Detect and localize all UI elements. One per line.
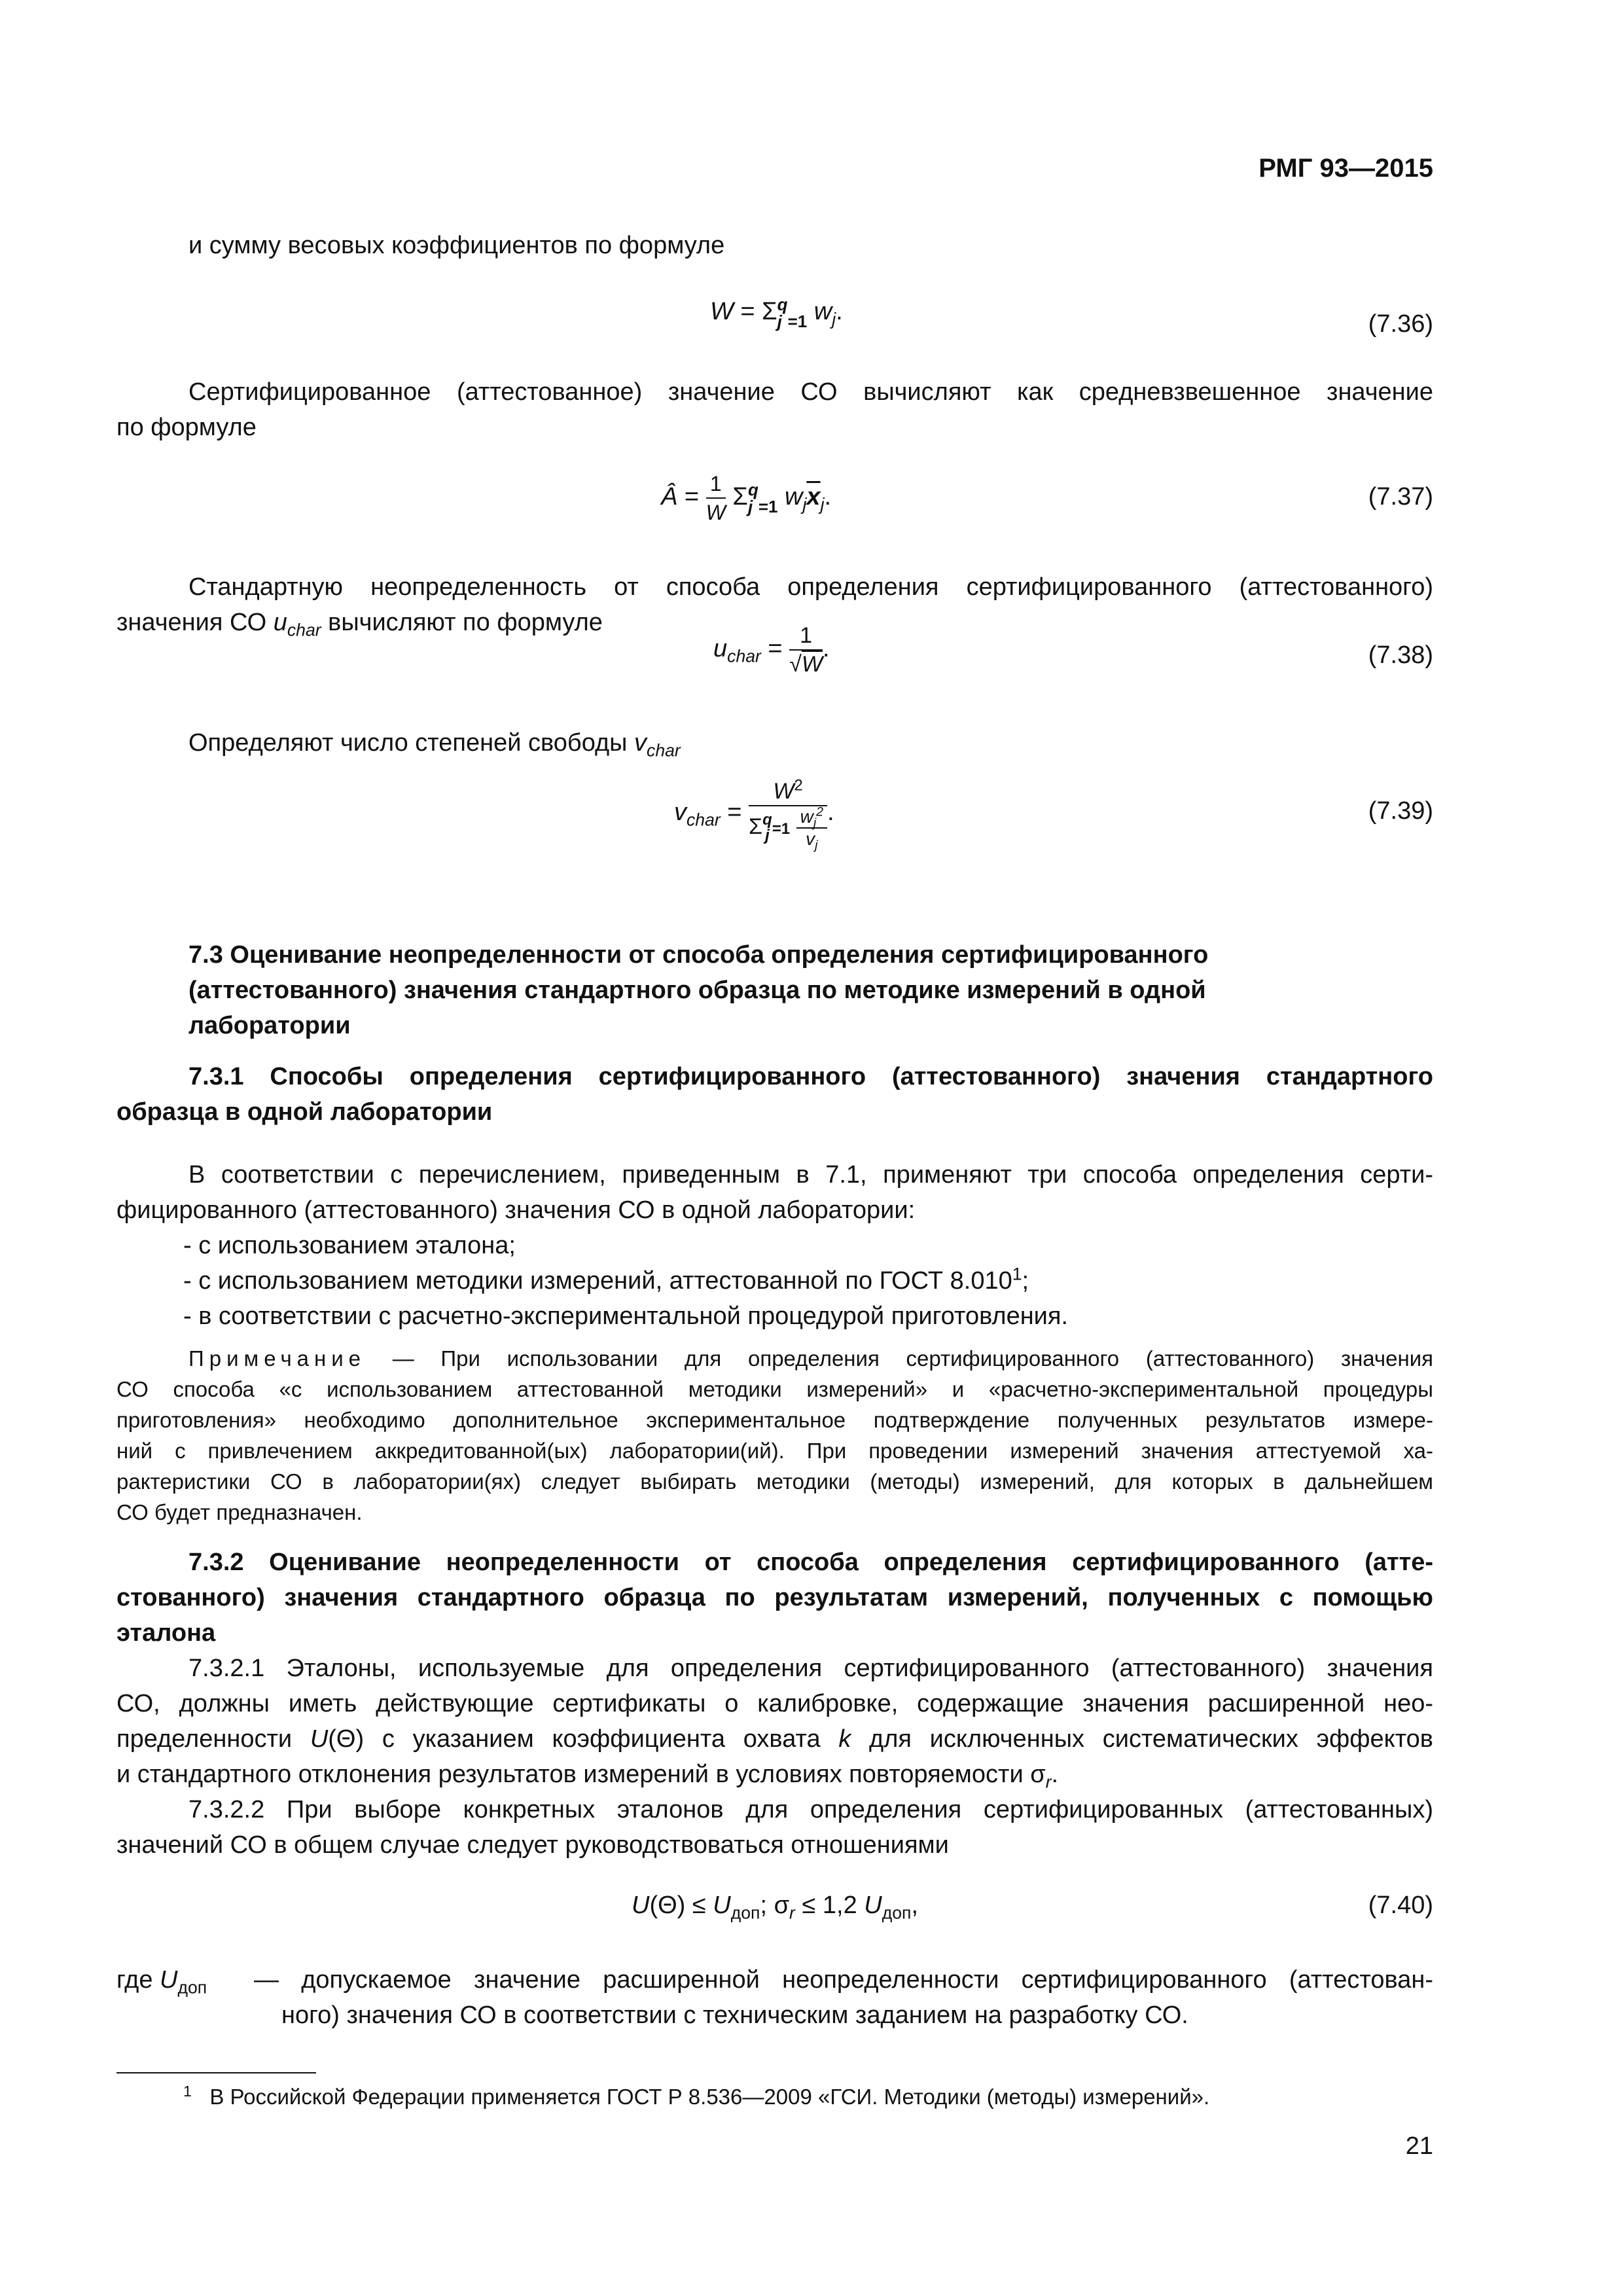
list-item: - с использованием эталона; [183, 1232, 516, 1259]
section-heading: 7.3 Оценивание неопределенности от способа определения сертифицированного [188, 941, 1209, 969]
list-item: - в соответствии с расчетно-экспериментальной процедурой приготовления. [183, 1302, 1069, 1330]
note-text: СО способа «с использованием аттестованной методики измерений» и «расчетно-экспериментальной процедуры [116, 1377, 1433, 1401]
list-item: - с использованием методики измерений, аттестованной по ГОСТ 8.010$^1$; [183, 1264, 1029, 1295]
document-header: РМГ 93—2015 [1258, 154, 1433, 183]
paragraph-text: фицированного (аттестованного) значения СО в одной лаборатории: [116, 1196, 916, 1224]
note-label: Примечание [188, 1346, 366, 1371]
equation-number: (7.40) [1368, 1892, 1433, 1919]
paragraph-text: В соответствии с перечислением, приведенным в 7.1, применяют три способа определения серти- [188, 1161, 1433, 1189]
subsection-heading: 7.3.2 Оценивание неопределенности от способа определения сертифицированного (атте- [188, 1549, 1433, 1576]
note-text: ний с привлечением аккредитованной(ых) лаборатории(ий). При проведении измерений значения аттестуемой ха- [116, 1439, 1433, 1463]
where-definition: ного) значения СО в соответствии с техническим заданием на разработку СО. [281, 2001, 1188, 2029]
equation-number: (7.38) [1368, 641, 1433, 669]
subsection-heading: эталона [116, 1619, 216, 1647]
paragraph-text: СО, должны иметь действующие сертификаты о калибровке, содержащие значения расширенной нео- [116, 1690, 1433, 1717]
note-text: СО будет предназначен. [116, 1500, 363, 1524]
paragraph-text: пределенности U(Θ) с указанием коэффициента охвата k для исключенных систематических эффектов [116, 1725, 1433, 1753]
paragraph-text: и сумму весовых коэффициентов по формуле [188, 232, 725, 259]
subsection-heading: образца в одной лаборатории [116, 1098, 493, 1126]
footnote-mark: 1 [183, 2083, 192, 2100]
formula-7-36: W = Σ q j $_{=1}$ $w_j$. [710, 295, 843, 332]
formula-7-39: $v_{char}$ = $W^2$ Σ q j =1 $\frac{w_j^2}{v_j}$ . [674, 776, 834, 853]
paragraph-text: значения СО $u_{char}$ вычисляют по формуле [116, 609, 603, 640]
footnote: $^1$ В Российской Федерации применяется ГОСТ Р 8.536—2009 «ГСИ. Методики (методы) измерений». [183, 2083, 1210, 2109]
note-text: рактеристики СО в лаборатории(ях) следует выбирать методики (методы) измерений, для которых в дальнейшем [116, 1469, 1433, 1494]
equation-number: (7.37) [1368, 483, 1433, 511]
paragraph-text: 7.3.2.1 Эталоны, используемые для определения сертифицированного (аттестованного) значения [188, 1655, 1433, 1682]
subsection-heading: 7.3.1 Способы определения сертифицированного (аттестованного) значения стандартного [188, 1063, 1433, 1090]
where-prefix: где $U_{доп}$ [116, 1966, 207, 1998]
note-text: Примечание — При использовании для определения сертифицированного (аттестованного) значения [188, 1346, 1433, 1371]
paragraph-text: значений СО в общем случае следует руководствоваться отношениями [116, 1831, 949, 1859]
paragraph-text: Определяют число степеней свободы $v_{char}$ [188, 729, 681, 761]
page-number: 21 [1405, 2132, 1433, 2160]
equation-number: (7.36) [1368, 310, 1433, 338]
formula-7-38: $u_{char}$ = $\frac{1}{√W}$ . [713, 623, 830, 677]
paragraph-text: по формуле [116, 414, 257, 441]
paragraph-text: и стандартного отклонения результатов измерений в условиях повторяемости $\sigma_r$. [116, 1761, 1059, 1792]
equation-number: (7.39) [1368, 797, 1433, 825]
where-definition: — допускаемое значение расширенной неопределенности сертифицированного (аттестован- [254, 1966, 1433, 1994]
footnote-separator [116, 2072, 316, 2073]
section-heading: лаборатории [188, 1012, 351, 1039]
paragraph-text: Сертифицированное (аттестованное) значение СО вычисляют как средневзвешенное значение [188, 378, 1433, 406]
formula-7-37: Â = $\frac{1}{W}$ Σ q j $_{=1}$ $w_j\overline{x}_j$. [661, 470, 831, 526]
paragraph-text: 7.3.2.2 При выборе конкретных эталонов для определения сертифицированных (аттестованных) [188, 1796, 1433, 1823]
paragraph-text: Стандартную неопределенность от способа определения сертифицированного (аттестованного) [188, 573, 1433, 601]
subsection-heading: стованного) значения стандартного образца по результатам измерений, полученных с помощью [116, 1584, 1433, 1611]
formula-7-40: $U(\Theta) \le U_{доп}$; $\sigma_r \le 1,2$ $U_{доп}$, [632, 1892, 919, 1923]
section-heading: (аттестованного) значения стандартного образца по методике измерений в одной [188, 977, 1206, 1004]
note-text: приготовления» необходимо дополнительное экспериментальное подтверждение полученных результатов измере- [116, 1408, 1433, 1432]
